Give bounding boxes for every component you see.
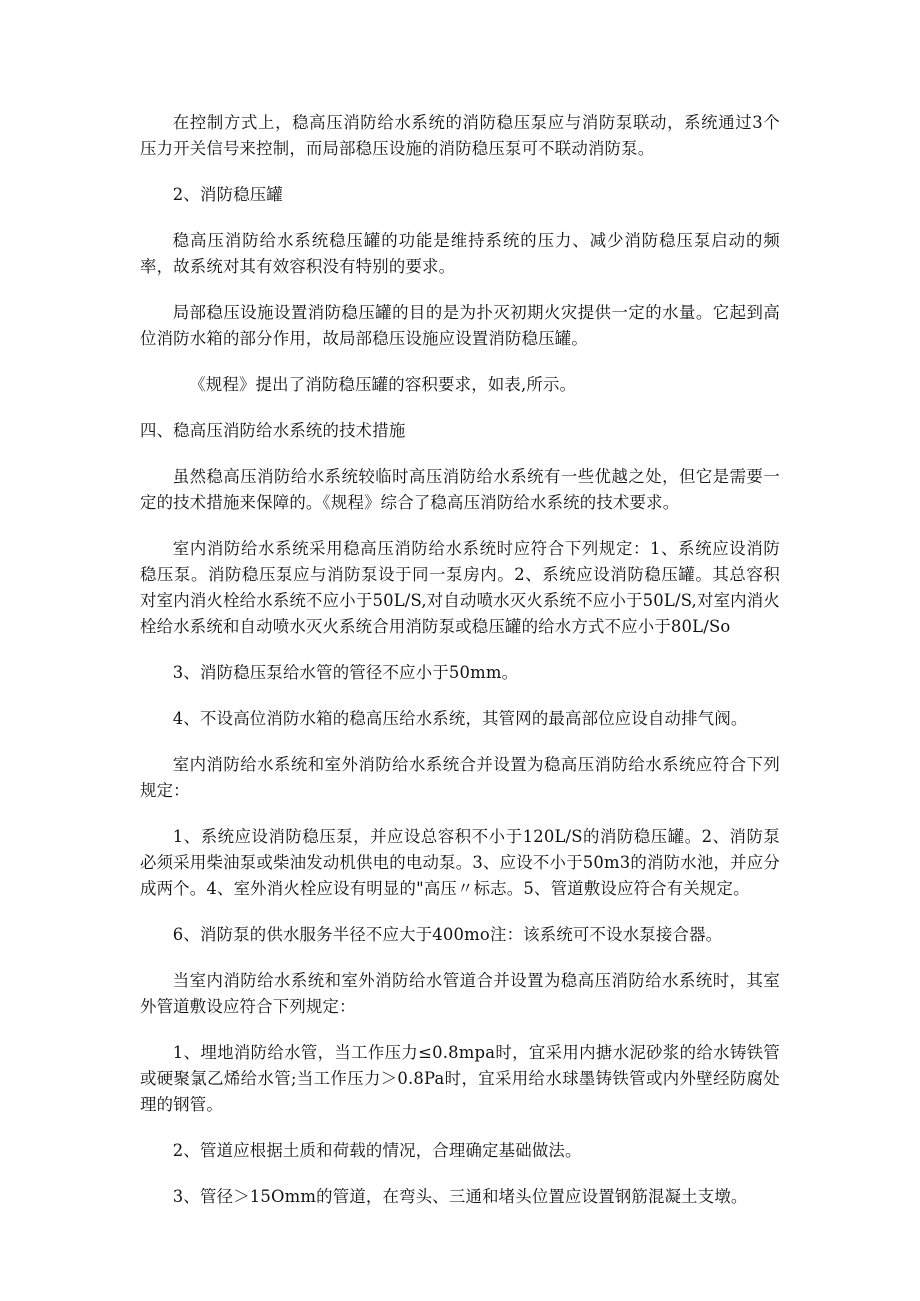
paragraph: 2、管道应根据土质和荷载的情况，合理确定基础做法。 [172,1141,582,1160]
paragraph: 室内消防给水系统采用稳高压消防给水系统时应符合下列规定：1、系统应设消防稳压泵。消防稳压泵应与消防泵设于同一泵房内。2、系统应设消防稳压罐。其总容积对室内消火栓给水系统不应小于50L/S,对自动喷水灭火系统不应小于50L/S,对室内消火栓给水系统和自动喷水灭火系统合用消防泵或稳压罐的给水方式不应小于80L∕So [140,539,780,636]
section-heading: 四、稳高压消防给水系统的技术措施 [140,421,406,440]
paragraph: 6、消防泵的供水服务半径不应大于400mo注：该系统可不设水泵接合器。 [172,925,723,944]
paragraph: 3、消防稳压泵给水管的管径不应小于50mm。 [172,663,519,682]
paragraph: 在控制方式上，稳高压消防给水系统的消防稳压泵应与消防泵联动，系统通过3个压力开关信号来控制，而局部稳压设施的消防稳压泵可不联动消防泵。 [140,113,780,158]
paragraph: 3、管径＞15Omm的管道，在弯头、三通和堵头位置应设置钢筋混凝土支墩。 [172,1187,748,1206]
paragraph: 局部稳压设施设置消防稳压罐的目的是为扑灭初期火灾提供一定的水量。它起到高位消防水箱的部分作用，故局部稳压设施应设置消防稳压罐。 [140,303,780,348]
section-heading: 2、消防稳压罐 [172,185,283,204]
paragraph: 4、不设高位消防水箱的稳高压给水系统，其管网的最高部位应设自动排气阀。 [172,709,748,728]
paragraph: 《规程》提出了消防稳压罐的容积要求，如表,所示。 [189,375,577,394]
paragraph: 虽然稳高压消防给水系统较临时高压消防给水系统有一些优越之处，但它是需要一定的技术措施来保障的。《规程》综合了稳高压消防给水系统的技术要求。 [140,467,780,512]
paragraph: 稳高压消防给水系统稳压罐的功能是维持系统的压力、减少消防稳压泵启动的频率，故系统对其有效容积没有特别的要求。 [140,231,780,276]
paragraph: 当室内消防给水系统和室外消防给水管道合并设置为稳高压消防给水系统时，其室外管道敷设应符合下列规定： [140,971,780,1016]
paragraph: 1、埋地消防给水管，当工作压力≤0.8mpa时，宜采用内搪水泥砂浆的给水铸铁管或硬聚氯乙烯给水管;当工作压力＞0.8Pa时，宜采用给水球墨铸铁管或内外壁经防腐处理的钢管。 [140,1043,780,1114]
paragraph: 1、系统应设消防稳压泵，并应设总容积不小于120L/S的消防稳压罐。2、消防泵必须采用柴油泵或柴油发动机供电的电动泵。3、应设不小于50m3的消防水池，并应分成两个。4、室外消火栓应设有明显的"高压〃标志。5、管道敷设应符合有关规定。 [140,827,780,898]
paragraph: 室内消防给水系统和室外消防给水系统合并设置为稳高压消防给水系统应符合下列规定： [140,755,780,800]
